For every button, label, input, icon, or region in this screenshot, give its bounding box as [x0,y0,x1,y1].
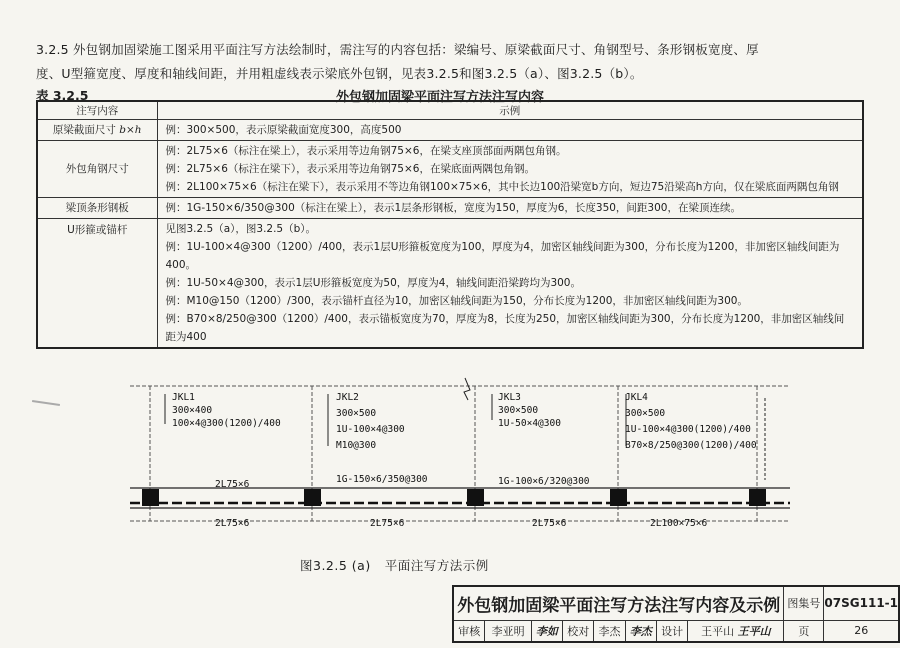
title-block [452,585,900,643]
upper-angle-label: 2L75×6 [215,479,250,490]
beam-jkl3-line: 1U-50×4@300 [498,418,561,429]
header-content: 注写内容 [37,101,157,119]
beam-jkl4-line: 1U-100×4@300(1200)/400 [625,424,751,435]
lower-angle-label: 2L100×75×6 [650,518,708,529]
row-example: 见图3.2.5（a），图3.2.5（b）。 例：1U-100×4@300（1200）/400，表示1层U形箍板宽度为100，厚度为4，加密区轴线间距为300，分布长度为1200，非加密区轴线间距为400。 例：1U-50×4@300，表示1层U形箍板宽度为50，厚度为4，轴线间距沿梁跨均为300。 例：M10@150（1200）/300，表示锚杆直径为10，加密区轴线间距为150，分布长度为1200，非加密区轴线间距为300。 例：B70×8/250@300（1200）/400，表示锚板宽度为70，厚度为8，长度为250，加密区轴线间距为300，分布长度为1200，非加密区轴线间距为400 [157,218,863,348]
header-example: 示例 [157,101,863,119]
drawing-title: 外包钢加固梁平面注写方法注写内容及示例 [453,586,784,620]
row-label-angle-steel: 外包角钢尺寸 [37,140,157,197]
column-marker [610,489,627,506]
annotation-table [36,100,864,349]
row-example: 例：1G-150×6/350@300（标注在梁上），表示1层条形钢板，宽度为150，厚度为6，长度350，间距300，在梁顶连续。 [157,197,863,218]
intro-line-2: 度、U型箍宽度、厚度和轴线间距，并用粗虚线表示梁底外包钢，见表3.2.5和图3.2.5（a）、图3.2.5（b）。 [36,66,643,81]
table-row [37,197,863,218]
atlas-number: 07SG111-1 [824,586,899,620]
beam-jkl3-line: 300×500 [498,405,539,416]
beam-jkl2-line: M10@300 [336,440,377,451]
row-example: 例：2L75×6（标注在梁上），表示采用等边角钢75×6，在梁支座顶部面两隅包角钢。 例：2L75×6（标注在梁下），表示采用等边角钢75×6，在梁底面两隅包角钢。 例：2L100×75×6（标注在梁下），表示采用不等边角钢100×75×6，其中长边100沿梁宽b方向，短边75沿梁高h方向，仅在梁底面两隅包角钢 [157,140,863,197]
table-header-row [37,101,863,119]
atlas-label: 图集号 [784,586,824,620]
scan-mark [32,400,60,406]
figure-number: 图3.2.5 (a) [300,558,371,573]
design-label: 设计 [656,620,687,642]
figure-caption [300,556,489,574]
beam-jkl2-line: JKL2 [336,392,359,403]
column-marker [142,489,159,506]
beam-jkl3-line: JKL3 [498,392,521,403]
checker-name: 李杰 [594,620,625,642]
row-label-top-plate: 梁顶条形钢板 [37,197,157,218]
beam-jkl4-line: JKL4 [625,392,648,403]
plan-drawing [130,376,790,544]
beam-jkl2-line: 1U-100×4@300 [336,424,405,435]
section-symbol: b×h [119,124,142,136]
beam-jkl1-line: 300×400 [172,405,213,416]
row-label-section-size: 原梁截面尺寸 b×h [37,119,157,140]
beam-jkl1-line: JKL1 [172,392,195,403]
beam-jkl4-line: B70×8/250@300(1200)/400 [625,440,757,451]
column-marker [304,489,321,506]
reviewer-signature: 李如 [531,620,562,642]
checker-signature: 李杰 [625,620,656,642]
lower-angle-label: 2L75×6 [370,518,405,529]
beam-lines [130,488,790,508]
top-plate-label: 1G-150×6/350@300 [336,474,428,485]
column-marker [749,489,766,506]
table-row [37,140,863,197]
column-marker [467,489,484,506]
beam-outline [130,386,790,521]
designer-signature: 王平山 [737,624,771,638]
row-example: 例：300×500，表示原梁截面宽度300，高度500 [157,119,863,140]
intro-paragraph [36,38,876,86]
beam-jkl4-line: 300×500 [625,408,666,419]
table-number: 表 3.2.5 [36,88,89,103]
beam-jkl1-line: 100×4@300(1200)/400 [172,418,281,429]
row-label-u-stirrup: U形箍或锚杆 [37,218,157,348]
table-title: 外包钢加固梁平面注写方法注写内容 [335,90,544,105]
check-label: 校对 [563,620,594,642]
table-row [37,119,863,140]
lower-angle-label: 2L75×6 [532,518,567,529]
lower-angle-label: 2L75×6 [215,518,250,529]
figure-title: 平面注写方法示例 [384,558,489,573]
intro-line-1: 3.2.5 外包钢加固梁施工图采用平面注写方法绘制时，需注写的内容包括：梁编号、原梁截面尺寸、角钢型号、条形钢板宽度、厚 [36,42,759,57]
page-label: 页 [784,620,824,642]
review-label: 审核 [453,620,485,642]
beam-jkl2-line: 300×500 [336,408,377,419]
top-plate-label: 1G-100×6/320@300 [498,476,590,487]
table-row [37,218,863,348]
page-number: 26 [824,620,899,642]
designer-name: 王平山 王平山 [688,620,784,642]
reviewer-name: 李亚明 [485,620,531,642]
